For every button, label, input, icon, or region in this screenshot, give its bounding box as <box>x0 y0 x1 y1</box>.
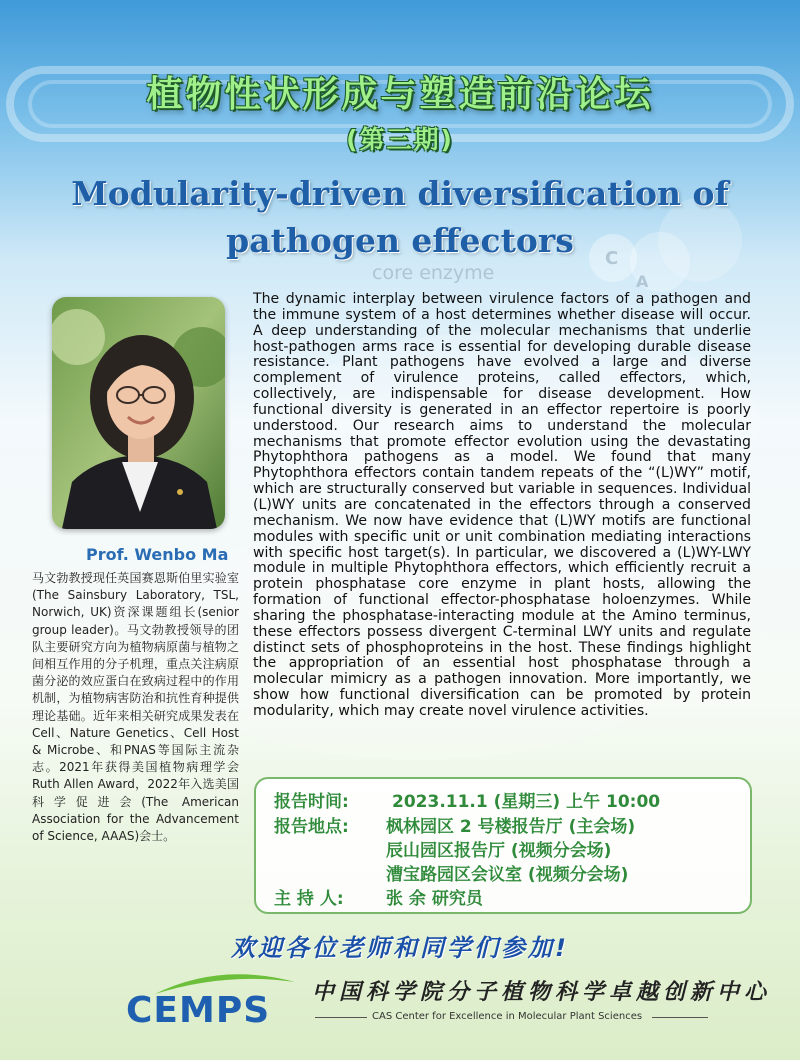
welcome-message: 欢迎各位老师和同学们参加! <box>231 934 569 962</box>
speaker-photo <box>52 297 225 529</box>
place-caobaolu-venue: 漕宝路园区会议室 (视频分会场) <box>386 865 629 885</box>
place-label: 报告地点: <box>274 817 349 837</box>
cemps-logo: CEMPS <box>126 990 271 1031</box>
time-value: 2023.11.1 (星期三) 上午 10:00 <box>392 792 661 812</box>
institution-name-cn: 中国科学院分子植物科学卓越创新中心 <box>312 979 772 1005</box>
talk-title-line-1: Modularity-driven diversification of <box>71 174 729 213</box>
talk-title-line-2: pathogen effectors <box>226 221 574 260</box>
forum-title: 植物性状形成与塑造前沿论坛 <box>146 74 654 115</box>
background-letter-a: A <box>636 272 649 291</box>
background-letter-c: C <box>605 248 619 269</box>
speaker-bio: 马文勃教授现任英国赛恩斯伯里实验室(The Sainsbury Laboratory, TSL, Norwich, UK)资深课题组长(senior group leader)。马文勃教授领导的团队主要研究方向为植物病原菌与植物之间相互作用的分子机理，重点关注病原菌分泌的效应蛋白在致病过程中的作用机制，为植物病害防治和抗性育种提供理论基础。近年来相关研究成果发表在Cell、Nature Genetics、Cell Host & Microbe、和PNAS等国际主流杂志。2021年获得美国植物病理学会Ruth Allen Award，2022年入选美国科学促进会(The American Association for the Advancement of Science, AAAS)会士。 <box>32 571 239 844</box>
forum-issue: (第三期) <box>346 125 454 154</box>
divider-right <box>652 1017 708 1018</box>
host-value: 张 余 研究员 <box>386 889 483 909</box>
place-main-venue: 枫林园区 2 号楼报告厅 (主会场) <box>386 817 636 837</box>
place-chenshan-venue: 辰山园区报告厅 (视频分会场) <box>386 841 612 861</box>
talk-title <box>40 170 760 264</box>
background-label-core-enzyme: core enzyme <box>372 262 495 284</box>
speaker-name: Prof. Wenbo Ma <box>86 545 229 564</box>
talk-abstract: The dynamic interplay between virulence factors of a pathogen and the immune system of a host determines whether disease will occur. A deep understanding of the molecular mechanisms that underlie host-pathogen arms race is essential for developing durable disease resistance. Plant pathogens have evolved a large and diverse complement of virulence proteins, called effectors, which, collectively, are indispensable for disease development. How functional diversity is generated in an effector repertoire is poorly understood. Our research aims to understand the molecular mechanisms that promote effector evolution using the devastating Phytophthora pathogens as a model. We found that many Phytophthora effectors contain tandem repeats of the “(L)WY” motif, which are structurally conserved but variable in sequences. Individual (L)WY units are concatenated in the effectors through a conserved mechanism. We now have evidence that (L)WY motifs are functional modules with specific unit or unit combination mediating interactions with specific host target(s). In particular, we discovered a (L)WY-LWY module in multiple Phytophthora effectors, which efficiently recruit a protein phosphatase core enzyme in plant hosts, allowing the formation of functional effector-phosphatase holoenzymes. While sharing the phosphatase-interacting module at the Amino terminus, these effectors possess divergent C-terminal LWY units and regulate distinct sets of phosphoproteins in the host. These findings highlight the appropriation of an essential host phosphatase through a molecular mimicry as a pathogen innovation. More importantly, we show how functional diversification can be promoted by protein modularity, which may create novel virulence activities. <box>253 291 751 719</box>
event-info-box <box>254 777 752 914</box>
divider-left <box>315 1017 367 1018</box>
host-label: 主 持 人: <box>274 889 344 909</box>
institution-name-en: CAS Center for Excellence in Molecular Plant Sciences <box>372 1011 643 1022</box>
time-label: 报告时间: <box>274 792 349 812</box>
